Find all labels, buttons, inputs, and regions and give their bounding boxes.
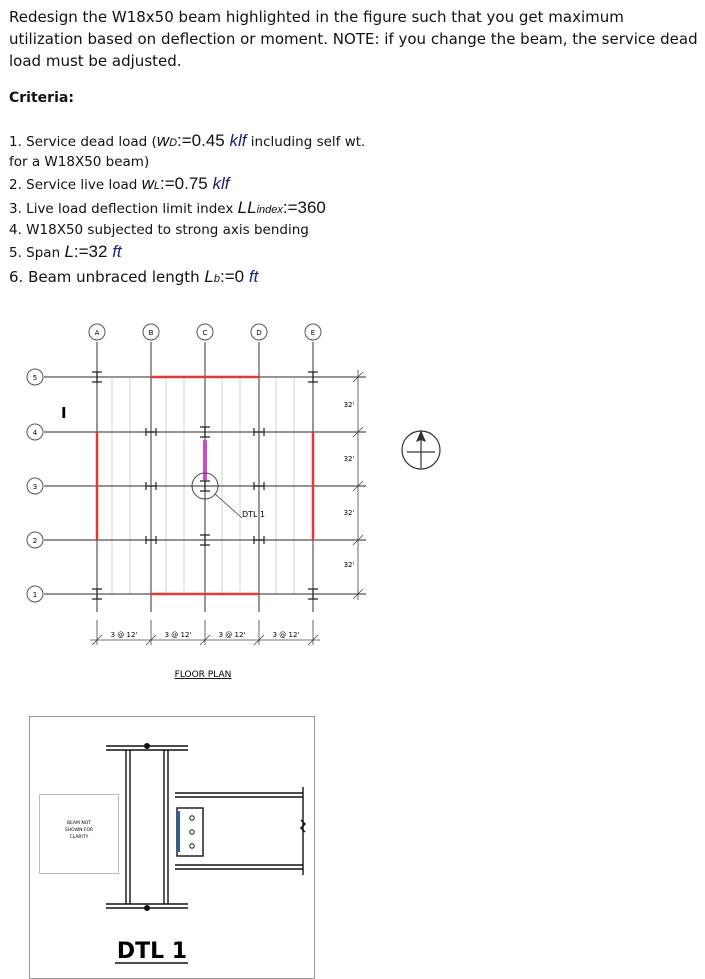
criterion-4: 4. W18X50 subjected to strong axis bending — [9, 222, 309, 238]
dim-label: 32' — [343, 455, 355, 463]
criterion-6: 6. Beam unbraced length Lb:=0 ft — [9, 267, 259, 286]
vertical-dimensions — [353, 370, 363, 600]
note-line: SHOWN FOR — [64, 828, 94, 833]
row-bubbles — [27, 369, 43, 602]
detail-title: DTL 1 — [116, 939, 188, 964]
note-line: BEAM NOT — [67, 821, 91, 826]
column-label: B — [148, 329, 154, 337]
floor-plan-title: FLOOR PLAN — [174, 670, 232, 680]
dim-label: 32' — [343, 401, 355, 409]
detail-leader — [215, 494, 242, 518]
bolt — [190, 830, 194, 834]
row-label: 3 — [32, 483, 38, 491]
row-label: 1 — [32, 591, 38, 599]
dim-label: 32' — [343, 509, 355, 517]
north-arrow-icon — [402, 430, 440, 469]
note-box — [40, 795, 119, 874]
note-line: CLARITY — [69, 835, 89, 840]
detail-callout: DTL 1 — [242, 510, 266, 519]
floor-plan — [27, 324, 366, 680]
column-label: D — [256, 329, 262, 337]
criterion-1-line2: for a W18X50 beam) — [9, 154, 150, 170]
row-label: 2 — [32, 537, 38, 545]
bolt — [190, 844, 194, 848]
dim-label: 3 @ 12' — [272, 631, 300, 639]
row-label: 4 — [32, 429, 38, 437]
section-mark: I — [61, 404, 67, 422]
criterion-5: 5. Span L:=32 ft — [9, 242, 122, 261]
column-label: C — [202, 329, 208, 337]
dim-label: 3 @ 12' — [110, 631, 138, 639]
criterion-1: 1. Service dead load (wD:=0.45 klf including self wt. — [9, 131, 366, 150]
dim-label: 3 @ 12' — [164, 631, 192, 639]
bolt — [190, 816, 194, 820]
criteria-heading: Criteria: — [9, 90, 74, 106]
criterion-2: 2. Service live load wL:=0.75 klf — [9, 174, 230, 193]
column-bubbles — [89, 324, 321, 340]
row-label: 5 — [32, 374, 38, 382]
detail-drawing — [30, 717, 315, 979]
question-text: Redesign the W18x50 beam highlighted in the figure such that you get maximum utilization based on deflection or moment. NOTE: if you change the beam, the service dead load must be adjusted. — [9, 8, 698, 70]
column-label: E — [310, 329, 316, 337]
criterion-3: 3. Live load deflection limit index LLindex:=360 — [9, 198, 326, 217]
dim-label: 32' — [343, 561, 355, 569]
column-label: A — [94, 329, 100, 337]
dim-label: 3 @ 12' — [218, 631, 246, 639]
